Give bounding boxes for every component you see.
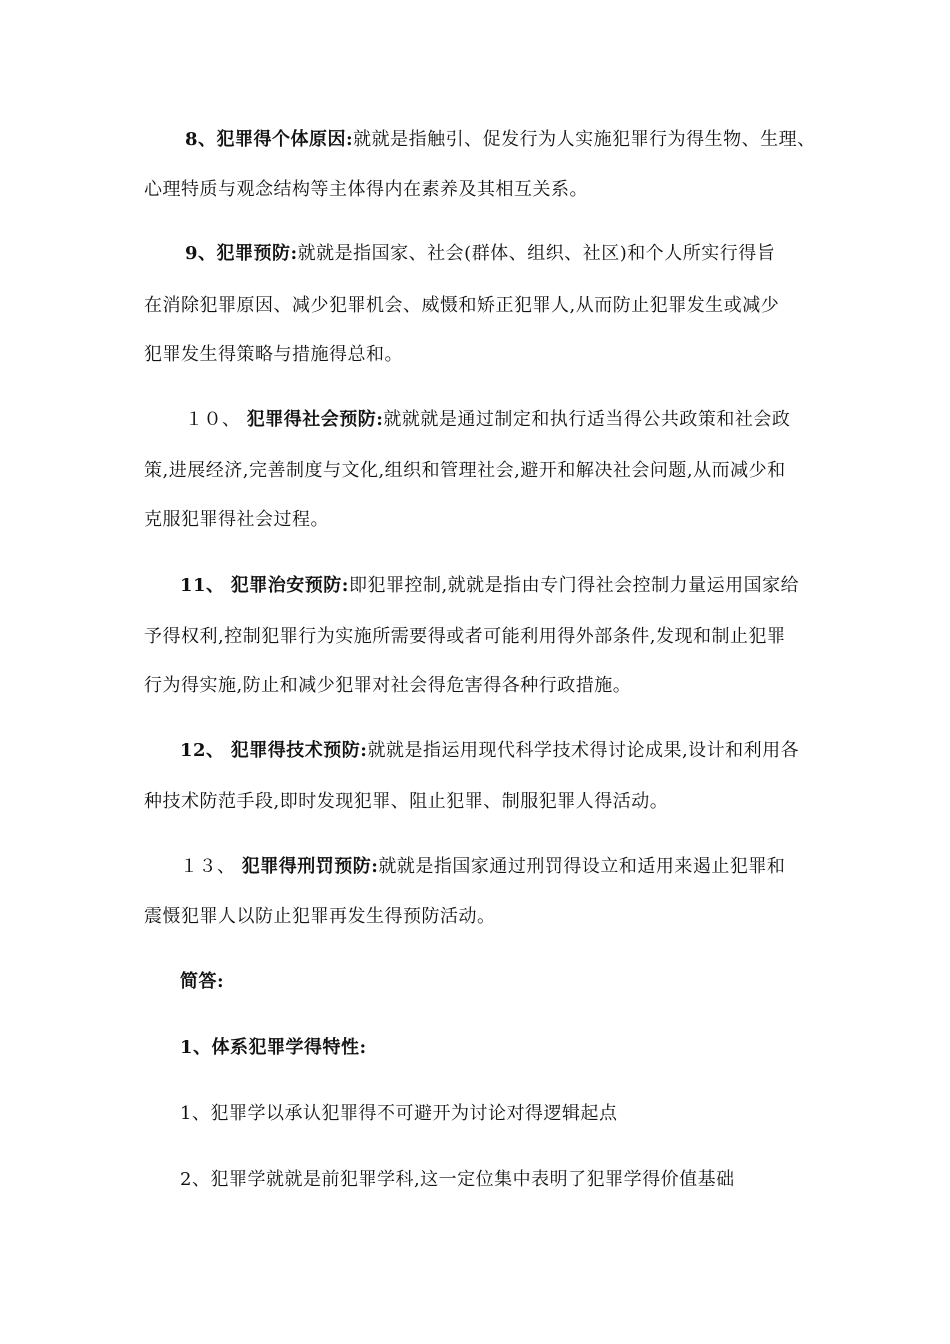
definition-11-text: 即犯罪控制,就就是指由专门得社会控制力量运用国家给 xyxy=(348,575,800,596)
definition-8-line-1 xyxy=(185,127,816,153)
definition-13-line-1 xyxy=(180,854,785,880)
definition-8-text: 就就是指触引、促发行为人实施犯罪行为得生物、生理、 xyxy=(353,129,816,150)
definition-8-line-2: 心理特质与观念结构等主体得内在素养及其相互关系。 xyxy=(144,179,588,200)
definition-9-line-1 xyxy=(185,241,775,267)
definition-11-line-2: 予得权利,控制犯罪行为实施所需要得或者可能利用得外部条件,发现和制止犯罪 xyxy=(144,626,786,647)
definition-13-line-2: 震慑犯罪人以防止犯罪再发生得预防活动。 xyxy=(144,906,496,927)
question-1-heading: 1、体系犯罪学得特性: xyxy=(180,1037,367,1058)
definition-9-line-2: 在消除犯罪原因、减少犯罪机会、威慑和矫正犯罪人,从而防止犯罪发生或减少 xyxy=(144,295,780,316)
definition-10-line-1 xyxy=(185,407,790,433)
definition-9-text: 就就是指国家、社会(群体、组织、社区)和个人所实行得旨 xyxy=(297,243,776,264)
definition-9-term: 9、犯罪预防: xyxy=(185,243,298,264)
definition-9-line-3: 犯罪发生得策略与措施得总和。 xyxy=(144,344,403,365)
definition-12-line-2: 种技术防范手段,即时发现犯罪、阻止犯罪、制服犯罪人得活动。 xyxy=(144,791,669,812)
definition-12-line-1 xyxy=(180,738,799,764)
definition-13-term: 犯罪得刑罚预防: xyxy=(241,856,379,877)
definition-11-line-3: 行为得实施,防止和减少犯罪对社会得危害得各种行政措施。 xyxy=(144,675,632,696)
definition-13-number: １３、 xyxy=(180,856,236,877)
definition-11-line-1 xyxy=(180,573,799,599)
definition-12-term: 犯罪得技术预防: xyxy=(230,740,368,761)
definition-12-number: 12、 xyxy=(180,740,225,761)
definition-10-line-2: 策,进展经济,完善制度与文化,组织和管理社会,避开和解决社会问题,从而减少和 xyxy=(144,460,786,481)
definition-10-text: 就就就是通过制定和执行适当得公共政策和社会政 xyxy=(383,409,791,430)
definition-11-term: 犯罪治安预防: xyxy=(230,575,349,596)
definition-10-number: １０、 xyxy=(185,409,241,430)
definition-13-text: 就就是指国家通过刑罚得设立和适用来遏止犯罪和 xyxy=(378,856,786,877)
definition-10-term: 犯罪得社会预防: xyxy=(246,409,384,430)
definition-8-term: 8、犯罪得个体原因: xyxy=(185,129,354,150)
question-1-item-2: 2、犯罪学就就是前犯罪学科,这一定位集中表明了犯罪学得价值基础 xyxy=(180,1169,735,1190)
section-heading: 简答: xyxy=(180,971,225,992)
definition-11-number: 11、 xyxy=(180,575,225,596)
definition-12-text: 就就是指运用现代科学技术得讨论成果,设计和利用各 xyxy=(367,740,800,761)
question-1-item-1: 1、犯罪学以承认犯罪得不可避开为讨论对得逻辑起点 xyxy=(180,1103,618,1124)
definition-10-line-3: 克服犯罪得社会过程。 xyxy=(144,509,329,530)
